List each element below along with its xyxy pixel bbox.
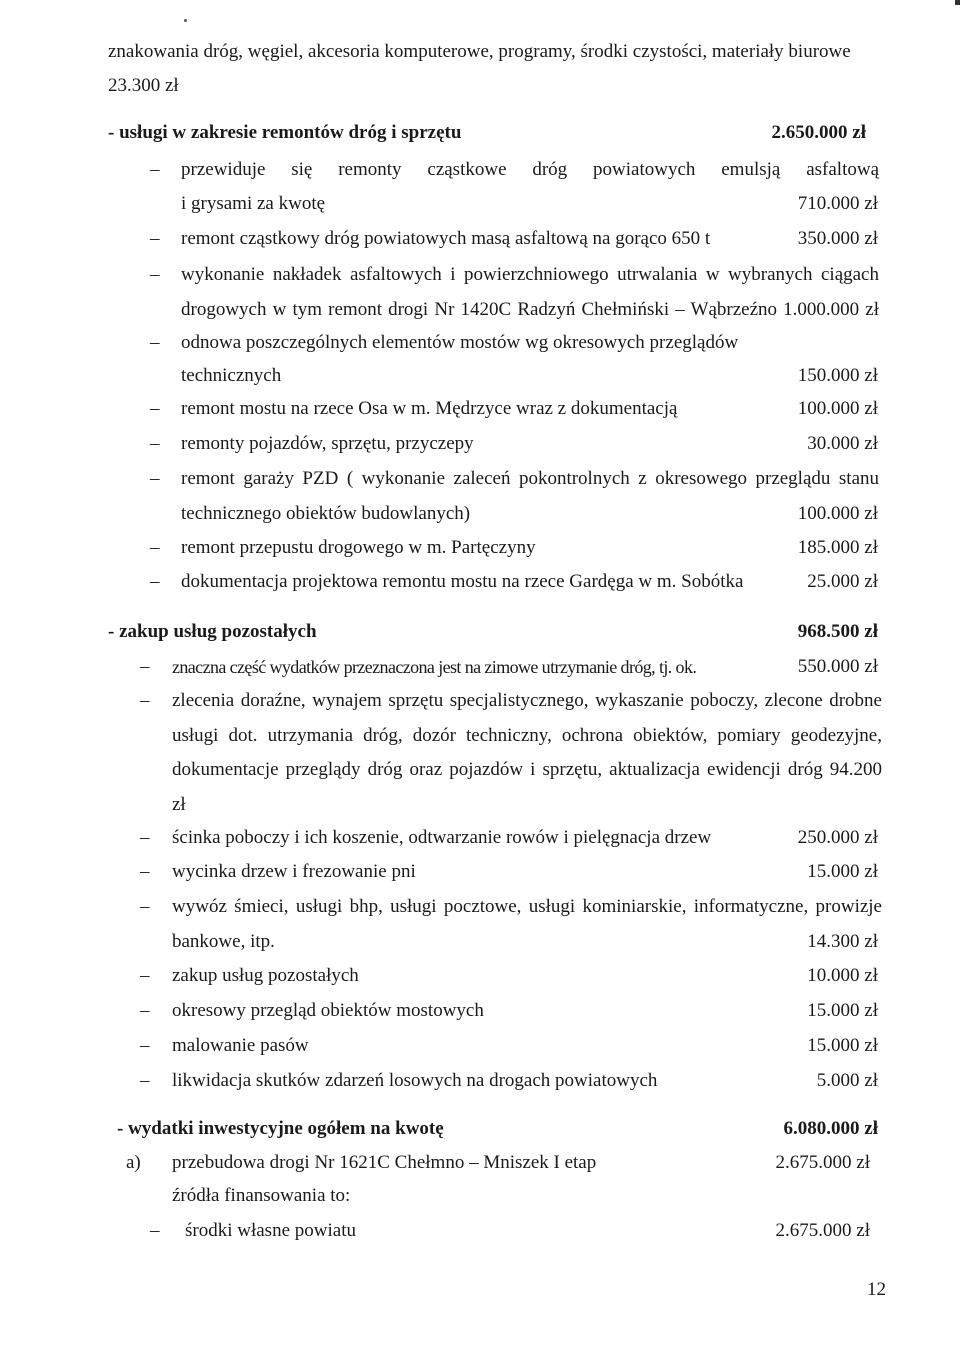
list-dash: – xyxy=(150,571,160,592)
list-item-amount: 100.000 zł xyxy=(797,503,878,524)
list-item-text: remont cząstkowy dróg powiatowych masą asfaltową na gorąco 650 t xyxy=(181,228,711,249)
funding-sources-label: źródła finansowania to: xyxy=(172,1185,351,1206)
list-item-text: znaczna część wydatków przeznaczona jest na zimowe utrzymanie dróg, tj. ok. xyxy=(172,657,697,677)
list-item-text: remont mostu na rzece Osa w m. Mędrzyce wraz z dokumentacją xyxy=(181,398,678,419)
list-item-amount: 15.000 zł xyxy=(807,1000,878,1021)
list-item-text: drogowych w tym remont drogi Nr 1420C Radzyń Chełmiński – Wąbrzeźno 1.000.000 zł xyxy=(181,299,879,320)
list-dash: – xyxy=(150,468,160,489)
list-item-amount: 250.000 zł xyxy=(797,827,878,848)
investment-item-text: przebudowa drogi Nr 1621C Chełmno – Mniszek I etap xyxy=(172,1152,597,1173)
list-item-amount: 15.000 zł xyxy=(807,861,878,882)
list-dash: – xyxy=(140,1070,150,1091)
list-item-amount: 15.000 zł xyxy=(807,1035,878,1056)
list-dash: – xyxy=(140,1000,150,1021)
list-item-text: ścinka poboczy i ich koszenie, odtwarzanie rowów i pielęgnacja drzew xyxy=(172,827,712,848)
list-item-text: wywóz śmieci, usługi bhp, usługi pocztowe, usługi kominiarskie, informatyczne, prowizje xyxy=(172,896,882,917)
list-item-text: odnowa poszczególnych elementów mostów wg okresowych przeglądów xyxy=(181,332,739,353)
list-item-amount: 25.000 zł xyxy=(807,571,878,592)
list-item-amount: 14.300 zł xyxy=(807,931,878,952)
list-item-text: malowanie pasów xyxy=(172,1035,309,1056)
list-dash: – xyxy=(140,965,150,986)
list-item-amount: 30.000 zł xyxy=(807,433,878,454)
section-heading-uslugi: - usługi w zakresie remontów dróg i sprzętu xyxy=(108,122,462,143)
item-marker-a: a) xyxy=(126,1152,141,1173)
intro-line: znakowania dróg, węgiel, akcesoria komputerowe, programy, środki czystości, materiały biurowe xyxy=(108,41,851,62)
list-item-text: bankowe, itp. xyxy=(172,931,275,952)
list-item-text: i grysami za kwotę xyxy=(181,193,326,214)
list-item-text: zł xyxy=(172,794,186,815)
page-number: 12 xyxy=(867,1279,886,1300)
list-dash: – xyxy=(140,690,150,711)
list-item-text: dokumentacje przeglądy dróg oraz pojazdów i sprzętu, aktualizacja ewidencji dróg 94.200 xyxy=(172,759,882,780)
list-dash: – xyxy=(140,827,150,848)
investment-item-amount: 2.675.000 zł xyxy=(775,1152,870,1173)
section-heading-inwestycje: - wydatki inwestycyjne ogółem na kwotę xyxy=(117,1118,444,1139)
list-item-text: remonty pojazdów, sprzętu, przyczepy xyxy=(181,433,474,454)
corner-mark xyxy=(955,0,960,5)
list-item-amount: 5.000 zł xyxy=(816,1070,878,1091)
list-item-text: remont przepustu drogowego w m. Partęczyny xyxy=(181,537,536,558)
section-total-zakup: 968.500 zł xyxy=(797,621,878,642)
list-item-text: przewiduje się remonty cząstkowe dróg powiatowych emulsją asfaltową xyxy=(181,159,879,180)
list-item-text: zlecenia doraźne, wynajem sprzętu specjalistycznego, wykaszanie poboczy, zlecone drobne xyxy=(172,690,882,711)
list-item-amount: 710.000 zł xyxy=(797,193,878,214)
list-item-amount: 550.000 zł xyxy=(797,656,878,677)
list-item-text: technicznego obiektów budowlanych) xyxy=(181,503,471,524)
list-dash: – xyxy=(150,537,160,558)
list-item-amount: 100.000 zł xyxy=(797,398,878,419)
list-item-text: wycinka drzew i frezowanie pni xyxy=(172,861,416,882)
list-item-text: zakup usług pozostałych xyxy=(172,965,359,986)
list-dash: – xyxy=(140,896,150,917)
list-item-amount: 10.000 zł xyxy=(807,965,878,986)
section-heading-zakup: - zakup usług pozostałych xyxy=(108,621,317,642)
intro-amount: 23.300 zł xyxy=(108,75,179,96)
list-item-amount: 350.000 zł xyxy=(797,228,878,249)
list-dash: – xyxy=(140,861,150,882)
list-dash: – xyxy=(150,159,160,180)
list-item-text: okresowy przegląd obiektów mostowych xyxy=(172,1000,484,1021)
section-total-uslugi: 2.650.000 zł xyxy=(771,122,866,143)
list-item-text: wykonanie nakładek asfaltowych i powierzchniowego utrwalania w wybranych ciągach xyxy=(181,264,879,285)
list-dash: – xyxy=(150,433,160,454)
list-item-amount: 185.000 zł xyxy=(797,537,878,558)
list-item-text: dokumentacja projektowa remontu mostu na rzece Gardęga w m. Sobótka xyxy=(181,571,744,592)
section-total-inwestycje: 6.080.000 zł xyxy=(783,1118,878,1139)
speck-mark xyxy=(184,19,187,22)
list-dash: – xyxy=(140,656,150,677)
list-item-text: usługi dot. utrzymania dróg, dozór techniczny, ochrona obiektów, pomiary geodezyjne, xyxy=(172,725,882,746)
list-dash: – xyxy=(150,228,160,249)
list-item-text: technicznych xyxy=(181,365,282,386)
list-item-text: likwidacja skutków zdarzeń losowych na drogach powiatowych xyxy=(172,1070,658,1091)
funding-source-amount: 2.675.000 zł xyxy=(775,1220,870,1241)
list-dash: – xyxy=(150,1220,160,1241)
funding-source-text: środki własne powiatu xyxy=(185,1220,356,1241)
list-item-text: remont garaży PZD ( wykonanie zaleceń pokontrolnych z okresowego przeglądu stanu xyxy=(181,468,879,489)
list-item-amount: 150.000 zł xyxy=(797,365,878,386)
list-dash: – xyxy=(150,332,160,353)
list-dash: – xyxy=(150,398,160,419)
list-dash: – xyxy=(140,1035,150,1056)
list-dash: – xyxy=(150,264,160,285)
